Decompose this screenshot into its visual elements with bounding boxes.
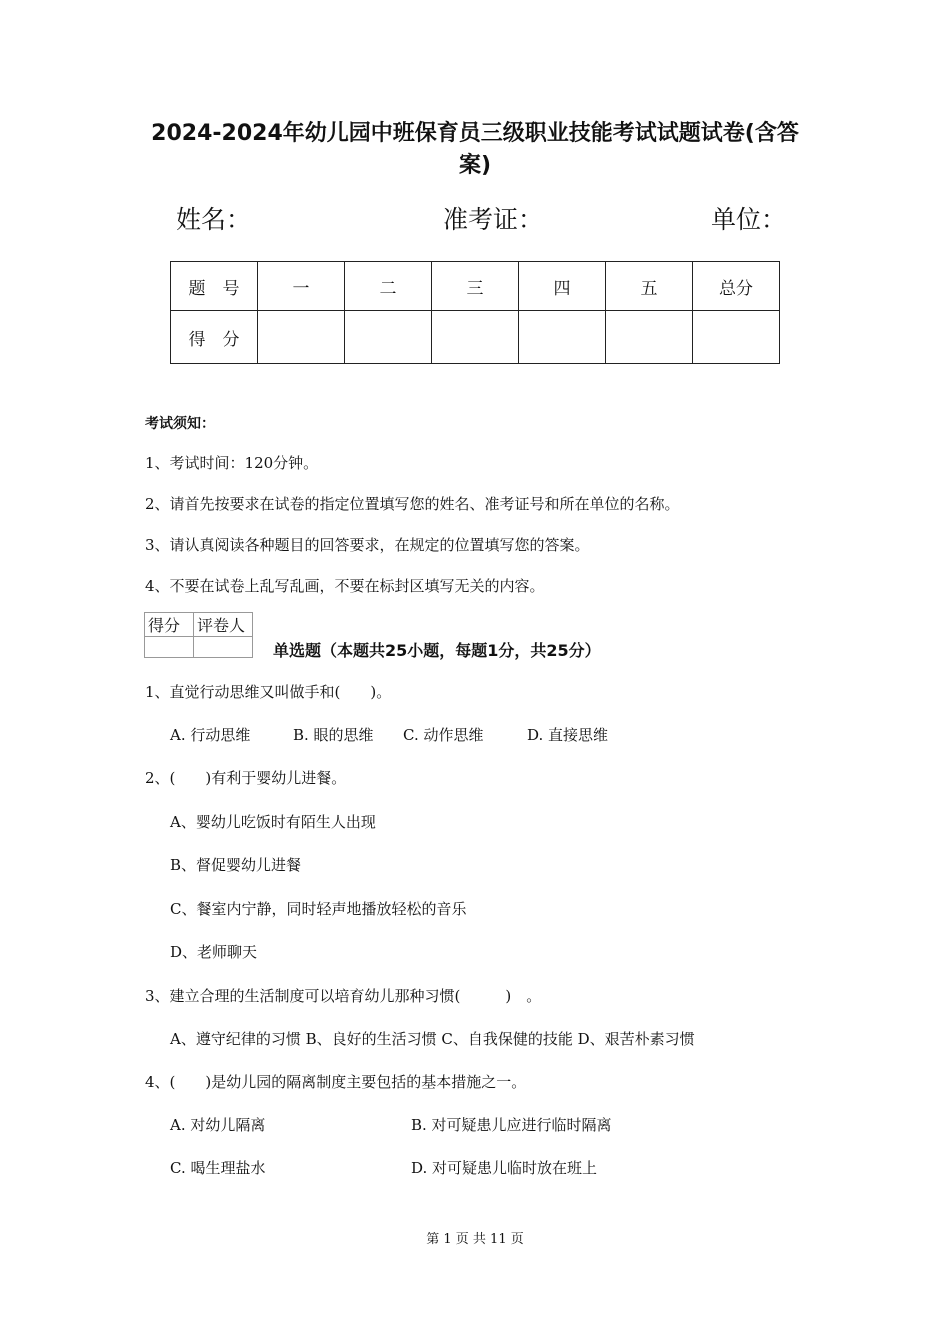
- notice-item: 4、不要在试卷上乱写乱画，不要在标封区填写无关的内容。: [145, 577, 545, 595]
- score-table-cell: 四: [519, 262, 606, 311]
- question-3-options: A、遵守纪律的习惯 B、良好的生活习惯 C、自我保健的技能 D、艰苦朴素习惯: [170, 1030, 695, 1048]
- question-1-option-c: C. 动作思维: [403, 726, 484, 744]
- question-4-option-c: C. 喝生理盐水: [170, 1159, 266, 1177]
- question-1-option-a: A. 行动思维: [170, 726, 251, 744]
- notice-heading: 考试须知：: [145, 416, 215, 432]
- score-row-label: 得 分: [171, 311, 258, 364]
- question-2-option-a: A、婴幼儿吃饭时有陌生人出现: [170, 813, 376, 831]
- question-4-stem: 4、( )是幼儿园的隔离制度主要包括的基本措施之一。: [145, 1073, 527, 1091]
- score-table-cell: 三: [432, 262, 519, 311]
- section-title: 单选题（本题共25小题，每题1分，共25分）: [273, 641, 601, 660]
- score-input-cell[interactable]: [258, 311, 345, 364]
- question-1-stem: 1、直觉行动思维又叫做手和( )。: [145, 683, 392, 701]
- score-table-cell: 总分: [693, 262, 780, 311]
- question-2-stem: 2、( )有利于婴幼儿进餐。: [145, 769, 347, 787]
- score-input-cell[interactable]: [606, 311, 693, 364]
- score-table-cell: 五: [606, 262, 693, 311]
- document-title: 2024-2024年幼儿园中班保育员三级职业技能考试试题试卷(含答案): [151, 121, 799, 178]
- score-table: [170, 261, 780, 364]
- question-4-option-a: A. 对幼儿隔离: [170, 1116, 266, 1134]
- name-field-label: 姓名：: [176, 205, 252, 234]
- notice-item: 2、请首先按要求在试卷的指定位置填写您的姓名、准考证号和所在单位的名称。: [145, 495, 680, 513]
- notice-item: 1、考试时间：120分钟。: [145, 454, 319, 472]
- question-2-option-b: B、督促婴幼儿进餐: [170, 856, 302, 874]
- score-input-cell[interactable]: [693, 311, 780, 364]
- grader-score-input[interactable]: [145, 637, 194, 658]
- notice-item: 3、请认真阅读各种题目的回答要求，在规定的位置填写您的答案。: [145, 536, 590, 554]
- score-table-cell: 题 号: [171, 262, 258, 311]
- unit-field-label: 单位：: [711, 205, 787, 234]
- score-table-score-row: [171, 311, 780, 364]
- grader-name-input[interactable]: [194, 637, 253, 658]
- score-input-cell[interactable]: [345, 311, 432, 364]
- question-4-option-b: B. 对可疑患儿应进行临时隔离: [411, 1116, 612, 1134]
- question-2-option-c: C、餐室内宁静，同时轻声地播放轻松的音乐: [170, 900, 467, 918]
- grader-box: [144, 612, 253, 658]
- exam-number-field-label: 准考证：: [443, 205, 544, 234]
- grader-name-label: 评卷人: [194, 613, 253, 637]
- question-3-stem: 3、建立合理的生活制度可以培育幼儿那种习惯( ) 。: [145, 987, 542, 1005]
- question-1-option-d: D. 直接思维: [527, 726, 609, 744]
- score-table-cell: 二: [345, 262, 432, 311]
- question-4-option-d: D. 对可疑患儿临时放在班上: [411, 1159, 598, 1177]
- score-table-cell: 一: [258, 262, 345, 311]
- score-table-header-row: [171, 262, 780, 311]
- score-input-cell[interactable]: [432, 311, 519, 364]
- question-1-option-b: B. 眼的思维: [293, 726, 374, 744]
- score-input-cell[interactable]: [519, 311, 606, 364]
- grader-score-label: 得分: [145, 613, 194, 637]
- question-2-option-d: D、老师聊天: [170, 943, 258, 961]
- page-footer: 第 1 页 共 11 页: [426, 1232, 524, 1247]
